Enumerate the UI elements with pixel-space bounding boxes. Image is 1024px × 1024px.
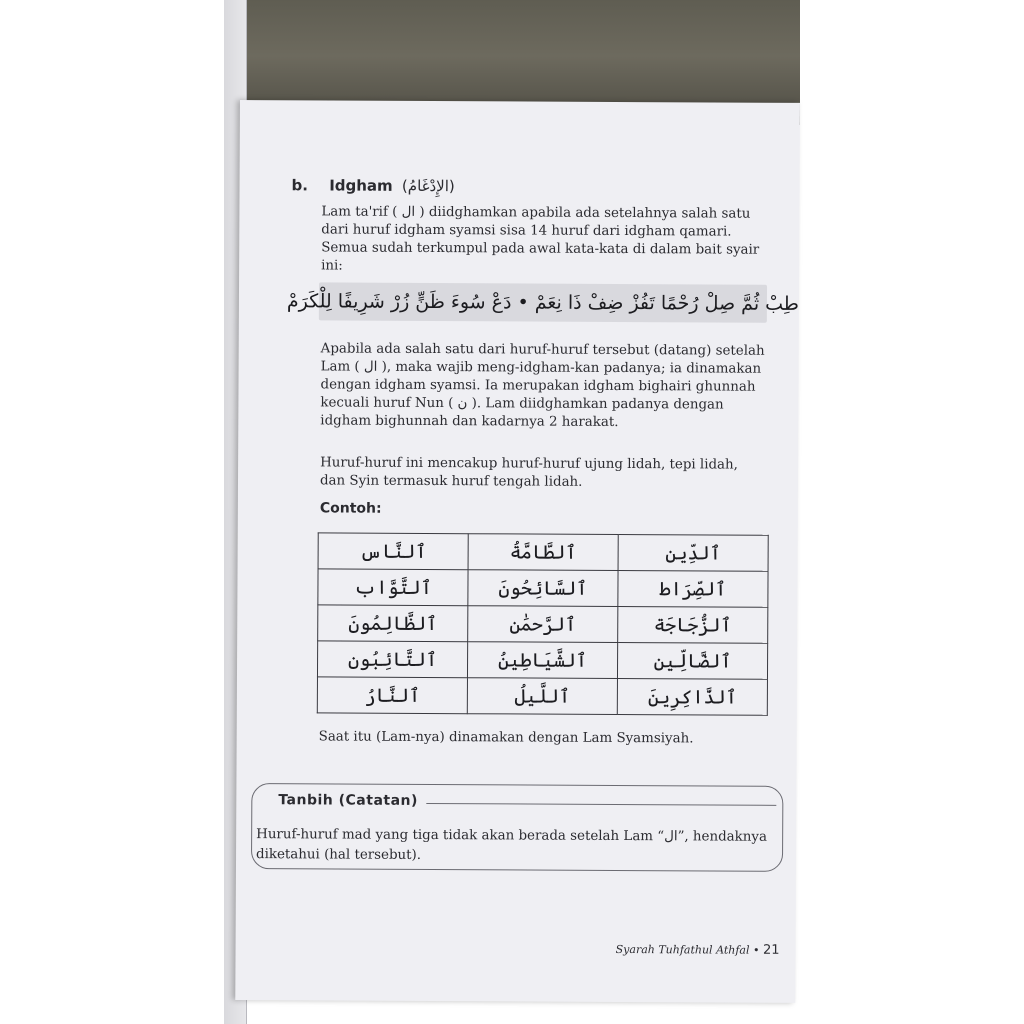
table-row — [318, 533, 768, 571]
section-title-arabic: (الإِدْغَامُ) — [401, 176, 455, 196]
table-cell: ٱلنَّاس — [318, 533, 468, 570]
verse-text: طِبْ ثُمَّ صِلْ رُحْمًا تَفُزْ ضِفْ ذَا نِعَمْ • دَعْ سُوءَ ظَنٍّ زُرْ شَرِيفًا لِلْكَرَمْ — [286, 290, 800, 315]
table-cell: ٱلنَّارُ — [317, 677, 467, 714]
table-cell: ٱلتَّوَّاب — [318, 569, 468, 606]
table-cell: ٱللَّيلُ — [467, 678, 617, 715]
table-cell: ٱلتَّائِبُون — [317, 641, 467, 678]
footer-book-title: Syarah Tuhfathul Athfal — [615, 942, 750, 957]
table-cell: ٱلذَّاكِرِينَ — [617, 678, 767, 715]
footer-separator: • — [752, 943, 760, 957]
table-row — [317, 641, 767, 679]
table-row — [318, 569, 768, 607]
note-title: Tanbih (Catatan) — [272, 792, 424, 809]
section-heading — [292, 176, 455, 195]
explanation-paragraph: Apabila ada salah satu dari huruf-huruf tersebut (datang) setelah Lam ( ال ), maka wajib meng-idgham-kan padanya; ia dinamakan dengan idgham syamsi. Ia merupakan idgham bighairi ghunnah kecuali huruf Nun ( ن ). Lam diidghamkan padanya dengan idgham bighunnah dan kadarnya 2 harakat. — [320, 341, 765, 430]
background-right — [800, 0, 1024, 1024]
section-letter: b. — [291, 176, 309, 195]
table-row — [317, 677, 767, 715]
table-cell: ٱلطَّامَّةُ — [468, 534, 618, 571]
table-cell: ٱلصِّرَاط — [618, 570, 768, 607]
intro-paragraph: Lam ta'rif ( ال ) diidghamkan apabila ada setelahnya salah satu dari huruf idgham syamsi sisa 14 huruf dari idgham qamari. Semua sudah terkumpul pada awal kata-kata di dalam bait syair ini: — [321, 204, 760, 274]
table-cell: ٱلضَّالِّين — [617, 642, 767, 679]
table-cell: ٱلرَّحمَٰن — [468, 606, 618, 643]
page-number: 21 — [762, 942, 780, 958]
closing-paragraph: Saat itu (Lam-nya) dinamakan dengan Lam Syamsiyah. — [318, 729, 694, 747]
table-cell: ٱلزُّجَاجَة — [618, 606, 768, 643]
table-row — [318, 605, 768, 643]
note-text: Huruf-huruf mad yang tiga tidak akan berada setelah Lam “ال”, hendaknya diketahui (hal tersebut). — [256, 827, 767, 863]
table-cell: ٱلظَّالِمُونَ — [318, 605, 468, 642]
examples-label: Contoh: — [319, 500, 382, 517]
table-cell: ٱلسَّائِحُونَ — [468, 570, 618, 607]
table-cell: ٱلدِّين — [618, 534, 768, 571]
examples-table — [317, 532, 769, 715]
section-title: Idgham — [329, 176, 393, 195]
verse-box — [286, 282, 800, 322]
page-footer — [596, 942, 780, 958]
book-page — [235, 100, 800, 1003]
table-cell: ٱلشَّيَاطِينُ — [467, 642, 617, 679]
letters-note-paragraph: Huruf-huruf ini mencakup huruf-huruf ujung lidah, tepi lidah, dan Syin termasuk huruf tengah lidah. — [319, 455, 738, 490]
